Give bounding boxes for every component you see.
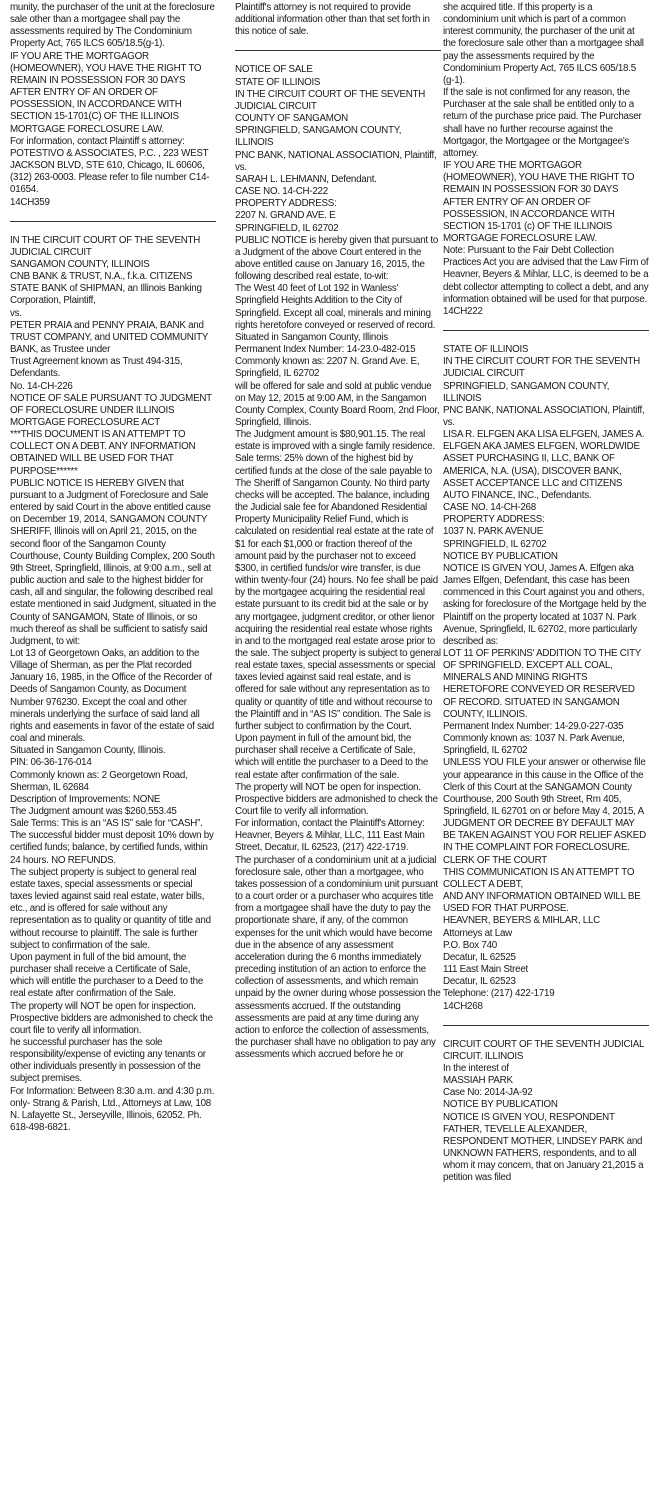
notice-paragraph: PIN: 06-36-176-014 [10, 757, 92, 769]
notice-paragraph: THIS COMMUNICATION IS AN ATTEMPT TO COLLECT A DEBT, [443, 866, 635, 890]
notice-case-code: 14CH222 [443, 305, 483, 317]
notice-paragraph: PUBLIC NOTICE IS HEREBY GIVEN that pursuant to a Judgment of Foreclosure and Sale entered by said Court in the above entitled cause on December 19, 2014, SANGAMON COUNTY SHERIFF, Illinois will on April 21, 2015, on the second floor of the Sangamon County Courthouse, County Building Complex, 200 South 9th Street, Springfield, Illinois, at 9:00 a.m., sell at public auction and sale to the highest bidder for cash, all and singular, the following described real estate mentioned in said Judgment, situated in the County of SANGAMON, State of Illinois, or so much thereof as shall be sufficient to satisfy said Judgment, to wit: [10, 477, 216, 647]
notice-foreclosure-potestivo-continued [10, 2, 216, 209]
notice-paragraph: The Judgment amount was $260,553.45 [10, 806, 177, 817]
notice-paragraph: CASE NO. 14-CH-222 [235, 186, 328, 198]
notice-divider [443, 1025, 649, 1026]
notice-paragraph: vs. [10, 307, 22, 319]
notice-paragraph: Upon payment in full of the amount bid, the purchaser shall receive a Certificate of Sale, which will entitle the purchaser to a Deed to the real estate after confirmation of the sale. [235, 733, 429, 781]
notice-paragraph: In the interest of [443, 1062, 509, 1074]
notice-divider [443, 330, 649, 331]
notice-paragraph: STATE OF ILLINOIS [443, 344, 529, 356]
notice-paragraph: Upon payment in full of the bid amount, the purchaser shall receive a Certificate of Sale, which will entitle the purchaser to a Deed to the real estate after confirmation of the Sale. [10, 951, 204, 1000]
notice-paragraph: Commonly known as: 1037 N. Park Avenue, Springfield, IL 62702 [443, 733, 625, 757]
notice-paragraph: If the sale is not confirmed for any reason, the Purchaser at the sale shall be entitled only to a return of the purchase price paid. The Purchaser shall have no further recourse against the Mortgagor, the Mortgagee or the Mortgagee's attorney. [443, 87, 642, 159]
notice-paragraph: SPRINGFIELD, IL 62702 [443, 538, 547, 550]
notice-paragraph: Commonly known as: 2 Georgetown Road, Sherman, IL 62684 [10, 769, 188, 793]
notice-paragraph: Commonly known as: 2207 N. Grand Ave. E, Springfield, IL 62702 [235, 356, 420, 380]
notice-paragraph: NOTICE IS GIVEN YOU, RESPONDENT FATHER, TEVELLE ALEXANDER, RESPONDENT MOTHER, LINDSEY PARK and UNKNOWN FATHERS, respondents, and to all whom it may concern, that on January 21,2015 a petition was filed [443, 1111, 644, 1184]
notice-paragraph: The property will NOT be open for inspection. Prospective bidders are admonished to check the court file to verify all information. [10, 1000, 213, 1036]
notice-paragraph: No. 14-CH-226 [10, 380, 73, 392]
notice-paragraph: COUNTY OF SANGAMON [235, 113, 348, 125]
notice-paragraph: The Judgment amount is $80,901.15. The real estate is improved with a single family residence. [235, 429, 435, 453]
notice-paragraph: Sale terms: 25% down of the highest bid by certified funds at the close of the sale payable to The Sheriff of Sangamon County. No third party checks will be accepted. The balance, including the Judicial sale fee for Abandoned Residential Property Municipality Relief Fund, which is calculated on residential real estate at the rate of $1 for each $1,000 or fraction thereof of the amount paid by the purchaser not to exceed $300, in certified funds/or wire transfer, is due within twenty-four (24) hours. No fee shall be paid by the mortgagee acquiring the residential real estate pursuant to its credit bid at the sale or by any mortgagee, judgment creditor, or other lienor acquiring the residential real estate whose rights in and to the mortgaged real estate arose prior to the sale. The subject property is subject to general real estate taxes, special assessments or special taxes levied against said real estate, and is offered for sale without any representation as to quality or quantity of title and without recourse to the Plaintiff and in “AS IS” condition. The Sale is further subject to confirmation by the Court. [235, 453, 441, 732]
notice-paragraph: vs. [443, 417, 455, 428]
notice-paragraph: ***THIS DOCUMENT IS AN ATTEMPT TO COLLECT ON A DEBT. ANY INFORMATION OBTAINED WILL BE USED FOR THAT PURPOSE****** [10, 429, 196, 477]
notice-divider [235, 50, 441, 51]
notice-lehmann-sale [235, 64, 441, 1061]
notice-paragraph: PUBLIC NOTICE is hereby given that pursuant to a Judgment of the above Court entered in the above entitled cause on January 16, 2015, the following described real estate, to-wit: [235, 234, 439, 283]
notice-paragraph: IN THE CIRCUIT COURT FOR THE SEVENTH JUDICIAL CIRCUIT [443, 356, 640, 380]
notice-paragraph: CNB BANK & TRUST, N.A., f.k.a. CITIZENS STATE BANK of SHIPMAN, an Illinois Banking Corporation, Plaintiff, [10, 271, 202, 307]
notice-case-code: 14CH359 [10, 196, 50, 208]
notice-paragraph: Telephone: (217) 422-1719 [443, 988, 555, 1000]
notice-paragraph: LISA R. ELFGEN AKA LISA ELFGEN, JAMES A. ELFGEN AKA JAMES ELFGEN, WORLDWIDE ASSET PURCHASING II, LLC, BANK OF AMERICA, N.A. (USA), DISCOVER BANK, ASSET ACCEPTANCE LLC and CITIZENS AUTO FINANCE, INC., Defendants. [443, 429, 645, 501]
notice-paragraph: munity, the purchaser of the unit at the foreclosure sale other than a mortgagee shall pay the assessments required by The Condominium Property Act, 765 ILCS 605/18.5(g-1). [10, 2, 215, 50]
notice-paragraph: PROPERTY ADDRESS: [235, 198, 337, 210]
notice-paragraph: Situated in Sangamon County, Illinois. [10, 745, 166, 757]
notice-paragraph: CLERK OF THE COURT [443, 854, 548, 866]
notice-paragraph: Plaintiff's attorney is not required to provide additional information other than that set forth in this notice of sale. [235, 2, 430, 38]
notice-paragraph: SARAH L. LEHMANN, Defendant. [235, 173, 377, 185]
notice-paragraph: Permanent Index Number: 14-29.0-227-035 [443, 720, 624, 732]
notice-paragraph: P.O. Box 740 [443, 939, 498, 951]
notice-case-code: 14CH268 [443, 1000, 483, 1012]
notice-paragraph: The purchaser of a condominium unit at a judicial foreclosure sale, other than a mortgagee, who takes possession of a condominium unit pursuant to a court order or a purchaser who acquires title from a mortgagee shall have the duty to pay the proportionate share, if any, of the common expenses for the unit which would have become due in the absence of any assessment acceleration during the 6 months immediately preceding institution of an action to enforce the collection of assessments, and which remain unpaid by the owner during whose possession the assessments accrued. If the outstanding assessments are paid at any time during any action to enforce the collection of assessments, the purchaser shall have no obligation to pay any assessments which accrued before he or [235, 854, 441, 1061]
notice-paragraph: NOTICE OF SALE PURSUANT TO JUDGMENT OF FORECLOSURE UNDER ILLINOIS MORTGAGE FORECLOSURE ACT [10, 392, 212, 428]
column-1 [10, 2, 216, 1134]
notice-paragraph: 1037 N. PARK AVENUE [443, 526, 543, 538]
notice-paragraph: For Information: Between 8:30 a.m. and 4:30 p.m. only- Strang & Parish, Ltd., Attorneys at Law, 108 N. Lafayette St., Jerseyville, Illinois, 62052. Ph. 618-498-6821. [10, 1085, 215, 1134]
notice-paragraph: NOTICE IS GIVEN YOU, James A. Elfgen aka James Elfgen, Defendant, this case has been commenced in this Court against you and others, asking for foreclosure of the Mortgage held by the Plaintiff on the property located at 1037 N. Park Avenue, Springfield, IL 62702, more particularly described as: [443, 562, 647, 647]
notice-paragraph: STATE OF ILLINOIS [235, 76, 321, 88]
notice-paragraph: PETER PRAIA and PENNY PRAIA, BANK and TRUST COMPANY, and UNITED COMMUNITY BANK, as Trustee under [10, 319, 208, 356]
notice-paragraph: she acquired title. If this property is a condominium unit which is part of a common interest community, the purchaser of the unit at the foreclosure sale other than a mortgagee shall pay the assessments required by the Condominium Property Act, 765 ILCS 605/18.5 (g-1). [443, 2, 644, 86]
notice-massiah-park-publication [443, 1039, 649, 1185]
notice-paragraph: MASSIAH PARK [443, 1075, 513, 1087]
notice-paragraph: Defendants. [10, 368, 61, 380]
notice-paragraph: AND ANY INFORMATION OBTAINED WILL BE USED FOR THAT PURPOSE. [443, 891, 641, 915]
notice-paragraph: 2207 N. GRAND AVE. E [235, 210, 336, 222]
column-3 [443, 2, 649, 1185]
notice-paragraph: IF YOU ARE THE MORTGAGOR (HOMEOWNER), YOU HAVE THE RIGHT TO REMAIN IN POSSESSION FOR 30 DAYS AFTER ENTRY OF AN ORDER OF POSSESSION, IN ACCORDANCE WITH SECTION 15-1701(C) OF THE ILLINOIS MORTGAGE FORECLOSURE LAW. [10, 50, 202, 135]
notice-elfgen-publication [443, 344, 649, 1013]
notice-paragraph: SANGAMON COUNTY, ILLINOIS [10, 258, 150, 270]
notice-paragraph: Lot 13 of Georgetown Oaks, an addition to the Village of Sherman, as per the Plat recorded January 16, 1985, in the Office of the Recorder of Deeds of Sangamon County, as Document Number 976230. Except the coal and other minerals underlying the surface of said land all rights and easements in favor of the estate of said coal and minerals. [10, 647, 214, 745]
notice-praia-foreclosure [10, 235, 216, 1135]
notice-divider [10, 221, 216, 222]
notice-paragraph: The property will NOT be open for inspection. Prospective bidders are admonished to check the Court file to verify all information. [235, 781, 438, 817]
notice-paragraph: The West 40 feet of Lot 192 in Wanless' Springfield Heights Addition to the City of Springfield. Except all coal, minerals and mining rights heretofore conveyed or reserved of record. Situated in Sangamon County, Illinois [235, 283, 436, 343]
notice-paragraph: CASE NO. 14-CH-268 [443, 502, 536, 514]
notice-paragraph: Trust Agreement known as Trust 494-315, [10, 356, 183, 368]
notice-paragraph: PNC BANK, NATIONAL ASSOCIATION, Plaintiff, [443, 404, 645, 416]
notice-paragraph: NOTICE BY PUBLICATION [443, 550, 558, 562]
notice-paragraph: he successful purchaser has the sole responsibility/expense of evicting any tenants or other individuals presently in possession of the subject premises. [10, 1036, 206, 1085]
notice-paragraph: PROPERTY ADDRESS: [443, 514, 545, 526]
notice-paragraph: SPRINGFIELD, SANGAMON COUNTY, ILLINOIS [443, 380, 610, 404]
notice-paragraph: 111 East Main Street [443, 964, 529, 976]
notice-paragraph: SPRINGFIELD, IL 62702 [235, 222, 339, 234]
notice-paragraph: IF YOU ARE THE MORTGAGOR (HOMEOWNER), YOU HAVE THE RIGHT TO REMAIN IN POSSESSION FOR 30 DAYS AFTER ENTRY OF AN ORDER OF POSSESSION, IN ACCORDANCE WITH SECTION 15-1701 (c) OF THE ILLINOIS MORTGAGE FORECLOSURE LAW. [443, 160, 635, 244]
notice-paragraph: LOT 11 OF PERKINS' ADDITION TO THE CITY OF SPRINGFIELD. EXCEPT ALL COAL, MINERALS AND MINING RIGHTS HERETOFORE CONVEYED OR RESERVED OF RECORD. SITUATED IN SANGAMON COUNTY, ILLINOIS. [443, 647, 641, 720]
notice-praia-continued [235, 2, 441, 38]
notice-lehmann-continued [443, 2, 649, 318]
notice-paragraph: NOTICE OF SALE [235, 64, 313, 76]
notice-paragraph: Decatur, IL 62523 [443, 976, 516, 988]
notice-paragraph: will be offered for sale and sold at public vendue on May 12, 2015 at 9:00 AM, in the Sangamon County Complex, County Board Room, 2nd Floor, Springfield, Illinois. [235, 380, 440, 428]
notice-paragraph: Attorneys at Law [443, 927, 512, 939]
notice-paragraph: Case No: 2014-JA-92 [443, 1087, 533, 1099]
notice-paragraph: CIRCUIT COURT OF THE SEVENTH JUDICIAL CIRCUIT. ILLINOIS [443, 1038, 644, 1062]
notice-paragraph: SPRINGFIELD, SANGAMON COUNTY, ILLINOIS [235, 125, 402, 149]
notice-paragraph: The subject property is subject to general real estate taxes, special assessments or special taxes levied against said real estate, water bills, etc., and is offered for sale without any representation as to quality or quantity of title and without recourse to plaintiff. The sale is further subject to confirmation of the sale. [10, 866, 211, 951]
notice-paragraph: Note: Pursuant to the Fair Debt Collection Practices Act you are advised that the Law Firm of Heavner, Beyers & Mihlar, LLC, is deemed to be a debt collector attempting to collect a debt, and any information obtained will be used for that purpose. [443, 245, 649, 305]
notice-paragraph: Sale Terms: This is an “AS IS” sale for “CASH”. The successful bidder must deposit 10% down by certified funds; balance, by certified funds, within 24 hours. NO REFUNDS. [10, 818, 214, 866]
notice-paragraph: Decatur, IL 62525 [443, 951, 516, 963]
notice-paragraph: PNC BANK, NATIONAL ASSOCIATION, Plaintiff, [235, 149, 437, 161]
notice-paragraph: For information, contact Plaintiff s attorney: POTESTIVO & ASSOCIATES, P.C. , 223 WEST JACKSON BLVD, STE 610, Chicago, IL 60606, (312) 263-0003. Please refer to file number C14-01654. [10, 135, 210, 196]
notice-paragraph: NOTICE BY PUBLICATION [443, 1099, 558, 1111]
notice-paragraph: For information, contact the Plaintiff's Attorney: Heavner, Beyers & Mihlar, LLC, 111 East Main Street, Decatur, IL 62523, (217) 422-1719. [235, 818, 425, 854]
notice-paragraph: IN THE CIRCUIT COURT OF THE SEVENTH JUDICIAL CIRCUIT [235, 88, 426, 112]
notice-paragraph: IN THE CIRCUIT COURT OF THE SEVENTH JUDICIAL CIRCUIT [10, 234, 201, 258]
column-2 [235, 2, 441, 1061]
notice-paragraph: HEAVNER, BEYERS & MIHLAR, LLC [443, 915, 600, 927]
notice-paragraph: Description of Improvements: NONE [10, 793, 161, 805]
notice-paragraph: vs. [235, 161, 247, 173]
notice-paragraph: Permanent Index Number: 14-23.0-482-015 [235, 344, 416, 356]
notice-paragraph: UNLESS YOU FILE your answer or otherwise file your appearance in this cause in the Office of the Clerk of this Court at the SANGAMON County Courthouse, 200 South 9th Street, Rm 405, Springfield, IL 62701 on or before May 4, 2015, A JUDGMENT OR DECREE BY DEFAULT MAY BE TAKEN AGAINST YOU FOR RELIEF ASKED IN THE COMPLAINT FOR FORECLOSURE. [443, 757, 646, 854]
